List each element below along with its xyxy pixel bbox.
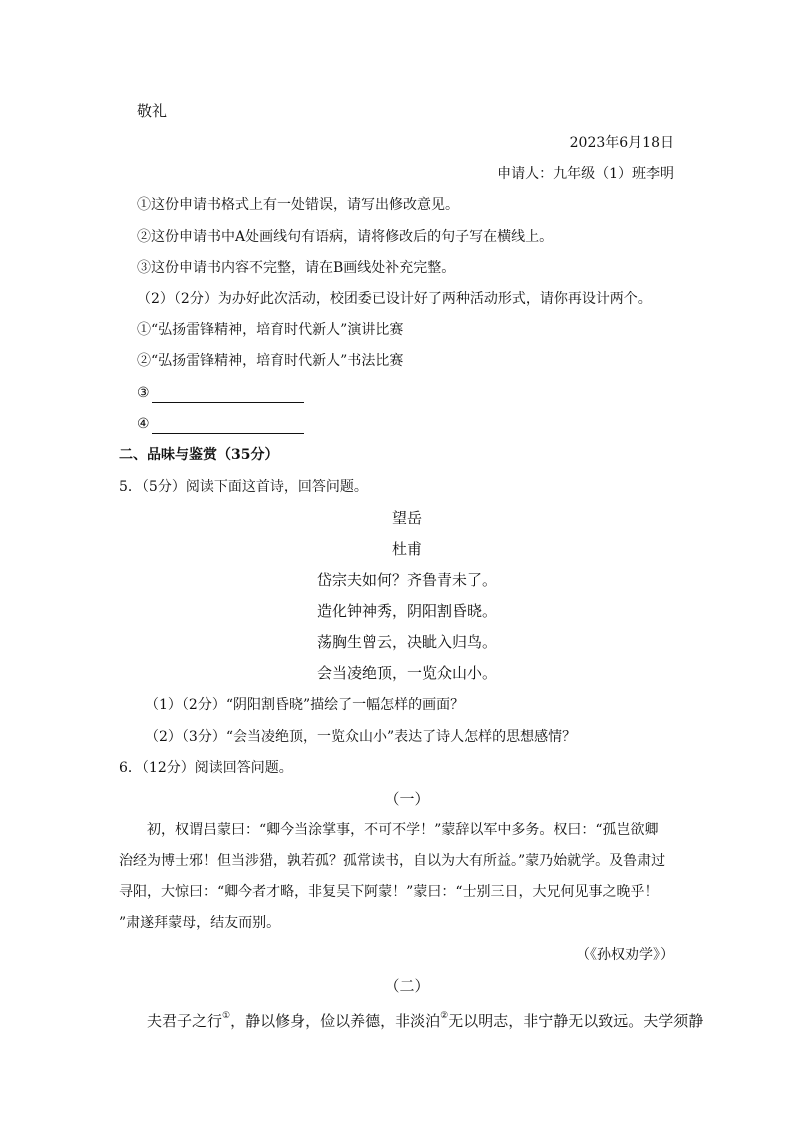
passage2-text-c: 无以明志，非宁静无以致远。夫学须静: [448, 1012, 704, 1030]
letter-date: 2023年6月18日: [569, 135, 674, 151]
q4-option-1: ①“弘扬雷锋精神，培育时代新人”演讲比赛: [137, 322, 404, 338]
poem-line-2: 造化钟神秀，阴阳割昏晓。: [316, 602, 497, 620]
passage2-line-1: [147, 1008, 703, 1031]
q4-subitem-2: ②这份申请书中A处画线句有语病，请将修改后的句子写在横线上。: [137, 229, 554, 245]
poem-line-1: 岱宗夫如何？齐鲁青未了。: [316, 571, 497, 589]
passage2-text-b: ，静以修身，俭以养德，非淡泊: [230, 1012, 441, 1030]
q4-blank-4-label: ④: [137, 416, 150, 432]
q4-subitem-1: ①这份申请书格式上有一处错误，请写出修改意见。: [137, 197, 459, 213]
q6-part2-label: （二）: [384, 977, 430, 995]
passage1-line-4: ”肃遂拜蒙母，结友而别。: [119, 915, 281, 931]
passage1-line-2: 治经为博士邪！但当涉猎，孰若孤？孤常读书，自以为大有所益。”蒙乃始就学。及鲁肃过: [119, 853, 666, 869]
q4-blank-4[interactable]: [137, 414, 304, 434]
q4-option-2: ②“弘扬雷锋精神，培育时代新人”书法比赛: [137, 353, 404, 369]
q5-sub-1: （1）（2分）“阴阳割昏晓”描绘了一幅怎样的画面？: [145, 697, 465, 713]
q4-part2-stem: （2）（2分）为办好此次活动，校团委已设计好了两种活动形式，请你再设计两个。: [137, 291, 652, 307]
poem-title: 望岳: [391, 509, 422, 527]
poem-line-3: 荡胸生曾云，决眦入归鸟。: [316, 633, 497, 651]
q4-blank-3[interactable]: [137, 383, 304, 403]
q6-part1-label: （一）: [384, 790, 430, 808]
q4-blank-4-line[interactable]: [152, 419, 304, 434]
section2-heading: 二、品味与鉴赏（35分）: [119, 447, 279, 463]
passage1-source: （《孙权劝学》）: [576, 947, 674, 963]
passage1-line-1: 初，权谓吕蒙曰：“卿今当涂掌事，不可不学！”蒙辞以军中多务。权曰：“孤岂欲卿: [147, 822, 659, 838]
footnote-marker-2[interactable]: ②: [440, 1011, 449, 1021]
q4-subitem-3: ③这份申请书内容不完整，请在B画线处补充完整。: [137, 260, 456, 276]
q5-stem: 5．（5分）阅读下面这首诗，回答问题。: [119, 479, 368, 495]
passage1-line-3: 寻阳，大惊曰：“卿今者才略，非复吴下阿蒙！”蒙曰：“士别三日，大兄何见事之晚乎！: [119, 884, 659, 900]
passage2-text-a: 夫君子之行: [147, 1012, 223, 1030]
q5-sub-2: （2）（3分）“会当凌绝顶，一览众山小”表达了诗人怎样的思想感情？: [145, 729, 577, 745]
letter-closing: 敬礼: [137, 102, 168, 120]
q6-stem: 6．（12分）阅读回答问题。: [119, 760, 293, 776]
poem-line-4: 会当凌绝顶，一览众山小。: [316, 664, 497, 682]
q4-blank-3-label: ③: [137, 385, 150, 401]
q4-blank-3-line[interactable]: [152, 388, 304, 403]
letter-applicant: 申请人：九年级（1）班李明: [497, 166, 674, 182]
footnote-marker-1[interactable]: ①: [222, 1011, 231, 1021]
poem-author: 杜甫: [391, 540, 422, 558]
